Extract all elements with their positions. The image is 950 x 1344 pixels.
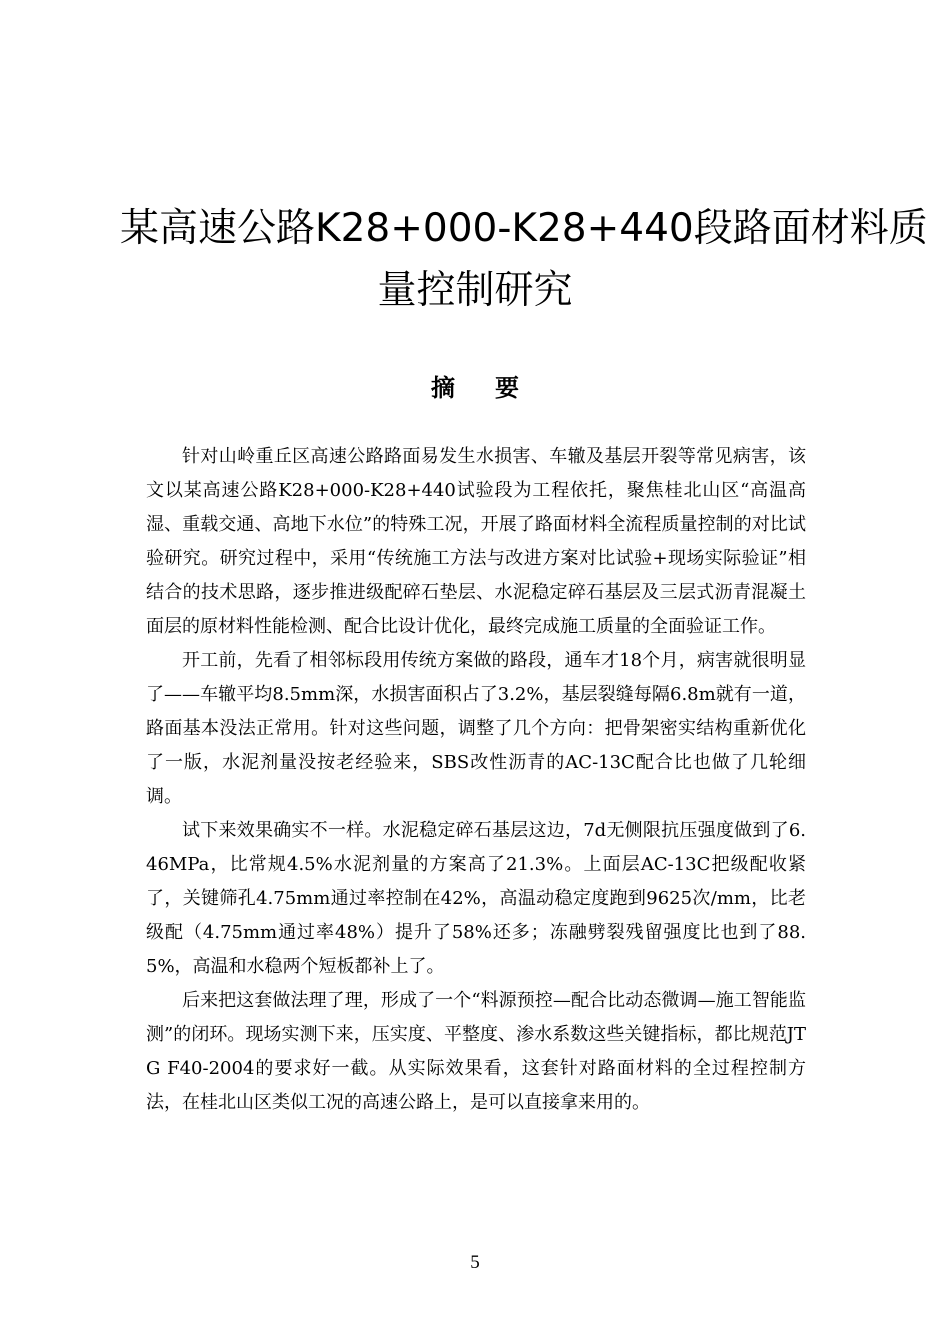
abstract-paragraph-4: 后来把这套做法理了理，形成了一个“料源预控—配合比动态微调—施工智能监测”的闭环。现场实测下来，压实度、平整度、渗水系数这些关键指标，都比规范JTG F40-2004的要求好一截。从实际效果看，这套针对路面材料的全过程控制方法，在桂北山区类似工况的高速公路上，是可以直接拿来用的。 bbox=[146, 990, 806, 1113]
abstract-paragraph-2: 开工前，先看了相邻标段用传统方案做的路段，通车才18个月，病害就很明显了——车辙平均8.5mm深，水损害面积占了3.2%，基层裂缝每隔6.8m就有一道，路面基本没法正常用。针对这些问题，调整了几个方向：把骨架密实结构重新优化了一版，水泥剂量没按老经验来，SBS改性沥青的AC-13C配合比也做了几轮细调。 bbox=[146, 650, 806, 807]
abstract-body bbox=[146, 440, 806, 1120]
paper-title-line-2: 量控制研究 bbox=[377, 268, 573, 313]
paper-title bbox=[120, 198, 928, 322]
abstract-heading: 摘要 bbox=[431, 374, 559, 402]
page-number: 5 bbox=[470, 1252, 480, 1273]
paper-title-line-1: 某高速公路K28+000-K28+440段路面材料质 bbox=[120, 206, 928, 251]
abstract-paragraph-1: 针对山岭重丘区高速公路路面易发生水损害、车辙及基层开裂等常见病害，该文以某高速公路K28+000-K28+440试验段为工程依托，聚焦桂北山区“高温高湿、重载交通、高地下水位”的特殊工况，开展了路面材料全流程质量控制的对比试验研究。研究过程中，采用“传统施工方法与改进方案对比试验+现场实际验证”相结合的技术思路，逐步推进级配碎石垫层、水泥稳定碎石基层及三层式沥青混凝土面层的原材料性能检测、配合比设计优化，最终完成施工质量的全面验证工作。 bbox=[146, 446, 806, 637]
abstract-paragraph-3: 试下来效果确实不一样。水泥稳定碎石基层这边，7d无侧限抗压强度做到了6.46MPa，比常规4.5%水泥剂量的方案高了21.3%。上面层AC-13C把级配收紧了，关键筛孔4.75mm通过率控制在42%，高温动稳定度跑到9625次/mm，比老级配（4.75mm通过率48%）提升了58%还多；冻融劈裂残留强度比也到了88.5%，高温和水稳两个短板都补上了。 bbox=[146, 820, 806, 977]
